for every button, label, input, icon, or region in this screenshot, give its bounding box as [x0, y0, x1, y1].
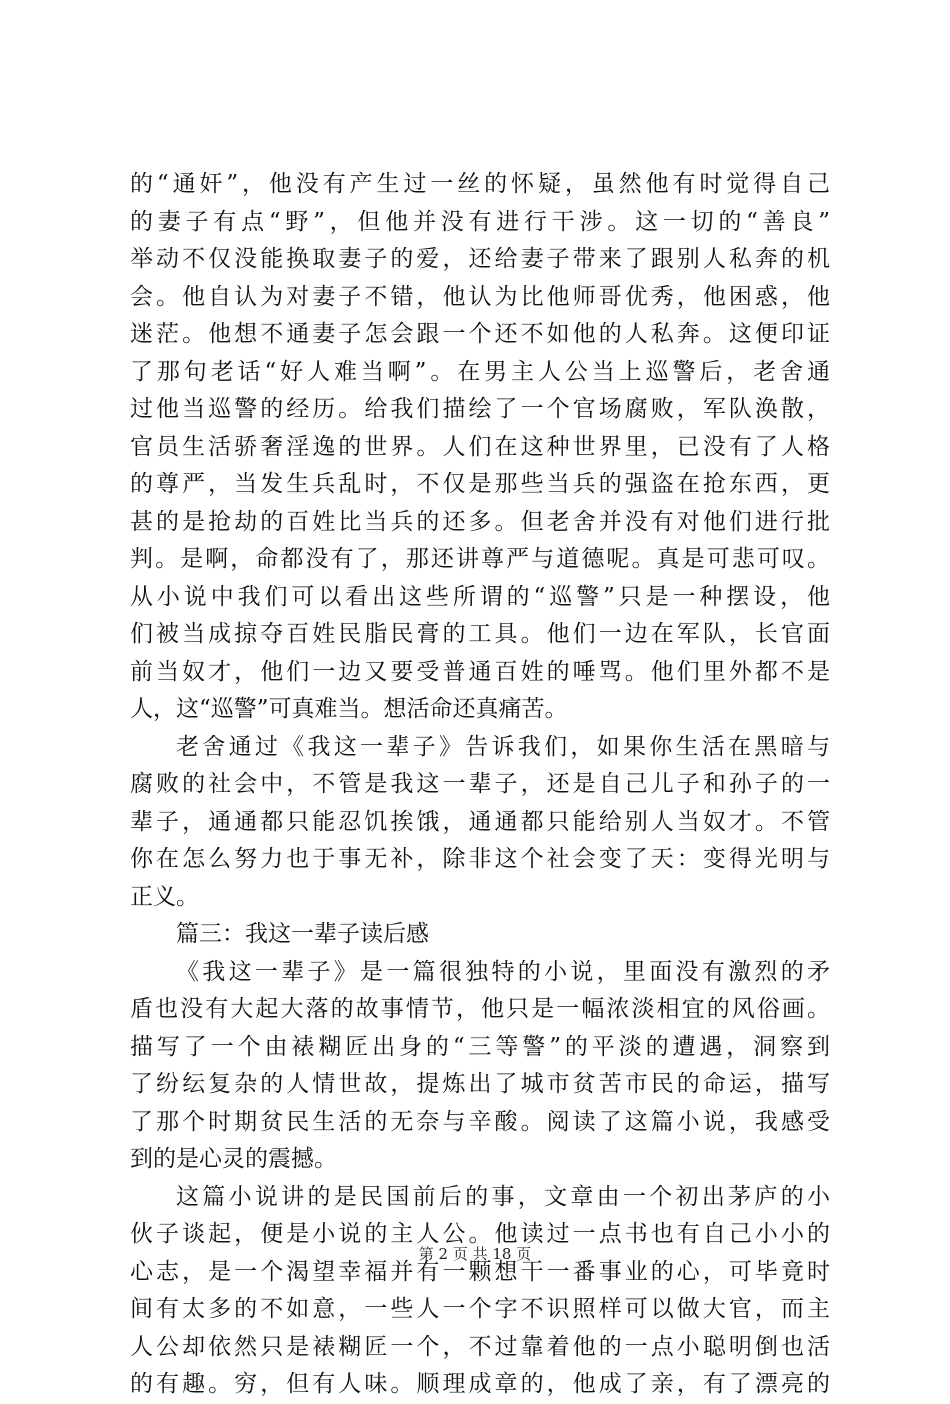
text-line: 盾也没有大起大落的故事情节，他只是一幅浓淡相宜的风俗画。 [130, 996, 830, 1022]
text-line: 篇三：我这一辈子读后感 [176, 921, 429, 947]
body-text [130, 166, 830, 1404]
text-line: 了纷纭复杂的人情世故，提炼出了城市贫苦市民的命运，描写 [130, 1071, 830, 1097]
text-line: 心志，是一个渴望幸福并有一颗想干一番事业的心，可毕竟时 [130, 1258, 830, 1285]
text-line: 的有趣。穷，但有人味。顺理成章的，他成了亲，有了漂亮的 [130, 1371, 830, 1397]
text-line: 人，这“巡警”可真难当。想活命还真痛苦。 [130, 696, 568, 722]
text-line: 会。他自认为对妻子不错，他认为比他师哥优秀，他困惑，他 [130, 283, 830, 310]
text-line: 前当奴才，他们一边又要受普通百姓的唾骂。他们里外都不是 [130, 658, 830, 685]
text-line: 迷茫。他想不通妻子怎会跟一个还不如他的人私奔。这便印证 [130, 321, 830, 347]
text-line: 腐败的社会中，不管是我这一辈子，还是自己儿子和孙子的一 [130, 771, 830, 797]
text-line: 判。是啊，命都没有了，那还讲尊严与道德呢。真是可悲可叹。 [130, 546, 830, 572]
text-line: 们被当成掠夺百姓民脂民膏的工具。他们一边在军队，长官面 [130, 621, 830, 647]
text-line: 到的是心灵的震撼。 [130, 1146, 337, 1172]
text-line: 人公却依然只是裱糊匠一个，不过靠着他的一点小聪明倒也活 [130, 1333, 830, 1360]
text-line: 描写了一个由裱糊匠出身的“三等警”的平淡的遭遇，洞察到 [130, 1033, 830, 1060]
text-line: 甚的是抢劫的百姓比当兵的还多。但老舍并没有对他们进行批 [130, 508, 830, 535]
text-line: 从小说中我们可以看出这些所谓的“巡警”只是一种摆设，他 [130, 583, 830, 610]
text-line: 你在怎么努力也于事无补，除非这个社会变了天：变得光明与 [130, 846, 830, 872]
page-number-footer: 第 2 页 共 18 页 [418, 1245, 532, 1263]
text-line: 辈子，通通都只能忍饥挨饿，通通都只能给别人当奴才。不管 [130, 808, 830, 835]
text-line: 老舍通过《我这一辈子》告诉我们，如果你生活在黑暗与 [176, 733, 830, 760]
text-line: 这篇小说讲的是民国前后的事，文章由一个初出茅庐的小 [176, 1183, 830, 1210]
text-line: 的“通奸”，他没有产生过一丝的怀疑，虽然他有时觉得自己 [130, 171, 830, 197]
text-line: 的妻子有点“野”，但他并没有进行干涉。这一切的“善良” [130, 208, 830, 235]
text-line: 举动不仅没能换取妻子的爱，还给妻子带来了跟别人私奔的机 [130, 246, 830, 272]
text-line: 过他当巡警的经历。给我们描绘了一个官场腐败，军队涣散， [130, 396, 830, 422]
text-line: 伙子谈起，便是小说的主人公。他读过一点书也有自己小小的 [130, 1221, 830, 1247]
text-line: 正义。 [130, 883, 199, 910]
text-line: 官员生活骄奢淫逸的世界。人们在这种世界里，已没有了人格 [130, 433, 830, 460]
text-line: 了那个时期贫民生活的无奈与辛酸。阅读了这篇小说，我感受 [130, 1108, 830, 1135]
text-line: 间有太多的不如意，一些人一个字不识照样可以做大官，而主 [130, 1296, 830, 1322]
text-line: 《我这一辈子》是一篇很独特的小说，里面没有激烈的矛 [176, 958, 830, 985]
text-line: 的尊严，当发生兵乱时，不仅是那些当兵的强盗在抢东西，更 [130, 471, 830, 497]
text-line: 了那句老话“好人难当啊”。在男主人公当上巡警后，老舍通 [130, 358, 830, 385]
